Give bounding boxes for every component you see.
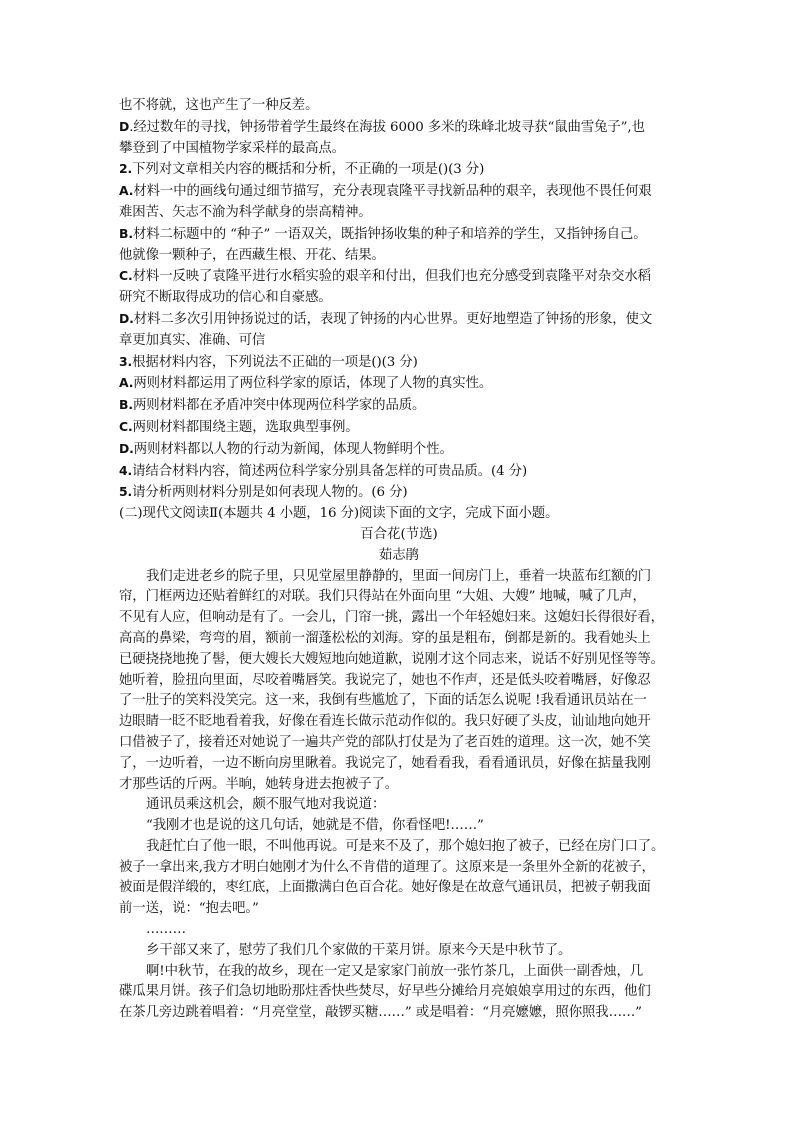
option-line [119, 439, 679, 461]
option-label: B. [119, 397, 133, 413]
paragraph-line: “我刚才也是说的这几句话，她就是不借，你看怪吧!……” [146, 818, 484, 834]
option-label: B. [119, 225, 133, 241]
option-line [119, 224, 679, 246]
option-text: 两则材料都在矛盾冲突中体现两位科学家的品质。 [132, 398, 426, 414]
question-text: 根据材料内容，下列说法不正础的一项是()(3 分) [132, 354, 418, 370]
option-label: A. [119, 375, 134, 391]
option-text: 材料二多次引用钟扬说过的话，表现了钟扬的内心世界。更好地塑造了钟扬的形象，使文 [133, 311, 653, 327]
option-text: 材料一中的画线句通过细节描写，充分表现袁隆平寻找新品种的艰辛，表现他不畏任何艰 [133, 184, 652, 200]
question-number: 2. [119, 161, 133, 177]
option-line [119, 373, 679, 395]
option-line [119, 417, 679, 439]
question-text: 请分析两则材料分别是如何表现人物的。(6 分) [132, 485, 408, 501]
paragraph-line: 高高的鼻梁，弯弯的眉，额前一溜蓬松松的刘海。穿的虽是粗布，倒都是新的。我看她头上 [119, 630, 651, 646]
paragraph-line: 边眼睛一眨不眨地看着我，好像在看连长做示范动作似的。我只好硬了头皮，讪讪地向她开 [119, 714, 651, 730]
option-line [119, 266, 679, 288]
text-line: 也不将就，这也产生了一种反差。 [119, 98, 319, 113]
story-title: 百合花(节选) [360, 526, 438, 542]
option-label: A. [119, 183, 134, 199]
document-page [119, 96, 679, 1024]
paragraph-line: 在茶几旁边跳着唱着：“月亮堂堂，敲锣买糖……” 或是唱着：“月亮嬷嬷，照你照我……” [119, 1005, 642, 1021]
question-text: 下列对文章相关内容的概括和分析，不正确的一项是()(3 分) [132, 162, 485, 178]
question-3 [119, 352, 679, 374]
option-text: 两则材料都以人物的行动为新闻，体现人物鲜明个性。 [133, 441, 453, 457]
question-number: 4. [119, 462, 133, 478]
paragraph-line: 了，一边听着，一边不断向房里瞅着。我说完了，她看看我，看看通讯员，好像在掂量我刚 [119, 755, 651, 771]
option-line-cont: 他就像一颗种子，在西藏生根、开花、结果。 [119, 247, 385, 263]
paragraph-line: 被面是假洋缎的，枣红底，上面撒满白色百合花。她好像是在故意气通讯员，把被子朝我面 [119, 880, 651, 896]
text-line: 攀登到了中国植物学家采样的最高点。 [119, 140, 345, 156]
option-line-cont: 难困苦、矢志不渝为科学献身的崇高精神。 [119, 204, 372, 220]
paragraph-line: 已硬挠挠地挽了髻，便大嫂长大嫂短地向她道歉，说刚才这个同志来，说话不好别见怪等等。 [119, 651, 664, 667]
option-label: C. [119, 268, 133, 284]
option-label: D [119, 118, 130, 134]
option-label: D. [119, 440, 134, 456]
option-line-cont: 章更加真实、准确、可信 [119, 332, 266, 348]
paragraph-line: 我赶忙白了他一眼，不叫他再说。可是来不及了，那个媳妇抱了被子，已经在房门口了。 [146, 838, 665, 854]
paragraph-line: 乡干部又来了，慰劳了我们几个家做的干菜月饼。原来今天是中秋节了。 [146, 942, 572, 958]
option-text: .经过数年的寻找，钟扬带着学生最终在海拔 6000 多米的珠峰北坡寻获“鼠曲雪兔子”,也 [129, 119, 645, 135]
option-text: 材料二标题中的 “种子” 一语双关，既指钟扬收集的种子和培养的学生，又指钟扬自己。 [132, 226, 647, 242]
paragraph-line: 才那些话的斤两。半晌，她转身进去抱被子了。 [119, 776, 399, 792]
paragraph-line: 啊!中秋节，在我的故乡，现在一定又是家家门前放一张竹茶几，上面供一副香烛，几 [146, 963, 644, 979]
option-line [119, 395, 679, 417]
paragraph-line: 她听着，脸扭向里面，尽咬着嘴唇笑。我说完了，她也不作声，还是低头咬着嘴唇，好像忍 [119, 672, 651, 688]
paragraph-line: 了一肚子的笑料没笑完。这一来，我倒有些尴尬了，下面的话怎么说呢 !我看通讯员站在一 [119, 693, 647, 709]
option-text: 两则材料都运用了两位科学家的原话，体现了人物的真实性。 [133, 376, 493, 392]
paragraph-line: 碟瓜果月饼。孩子们急切地盼那炷香快些焚尽，好早些分摊给月亮娘娘享用过的东西，他们 [119, 984, 651, 1000]
paragraph-line: 我们走进老乡的院子里，只见堂屋里静静的，里面一间房门上，垂着一块蓝布红额的门 [146, 568, 652, 584]
option-label: C. [119, 418, 133, 434]
option-line [119, 309, 679, 331]
paragraph-line: 帘，门框两边还贴着鲜红的对联。我们只得站在外面向里 “大姐、大嫂” 地喊，喊了几声， [119, 589, 646, 605]
question-2 [119, 159, 679, 181]
option-line-cont: 研究不断取得成功的信心和自豪感。 [119, 290, 332, 306]
ellipsis-line: ……… [146, 922, 186, 938]
option-line [119, 181, 679, 203]
story-author: 茹志鹃 [378, 547, 420, 563]
question-number: 5. [119, 484, 133, 500]
paragraph-line: 口借被子了，接着还对她说了一遍共产党的部队打仗是为了老百姓的道理。这一次，她不笑 [119, 734, 651, 750]
option-text: 材料一反映了袁隆平进行水稻实验的艰辛和付出，但我们也充分感受到袁隆平对杂交水稻 [132, 269, 651, 285]
option-label: D. [119, 310, 134, 326]
question-4 [119, 461, 679, 483]
paragraph-line: 不见有人应，但响动是有了。一会儿，门帘一挑，露出一个年轻媳妇来。这媳妇长得很好看， [119, 610, 664, 626]
paragraph-line: 被子一拿出来,我方才明白她刚才为什么不肯借的道理了。这原来是一条里外全新的花被子， [119, 859, 655, 875]
section-heading: (二)现代文阅读Ⅱ(本题共 4 小题，16 分)阅读下面的文字，完成下面小题。 [119, 506, 559, 522]
paragraph-line: 通讯员乘这机会，颇不服气地对我说道： [146, 797, 386, 813]
paragraph-line: 前一送，说：“抱去吧。” [119, 901, 259, 917]
question-text: 请结合材料内容，简述两位科学家分别具备怎样的可贵品质。(4 分) [132, 463, 528, 479]
option-d-line [119, 117, 679, 139]
option-text: 两则材料都围绕主题，选取典型事例。 [132, 419, 359, 435]
question-5 [119, 482, 679, 504]
question-number: 3. [119, 353, 133, 369]
